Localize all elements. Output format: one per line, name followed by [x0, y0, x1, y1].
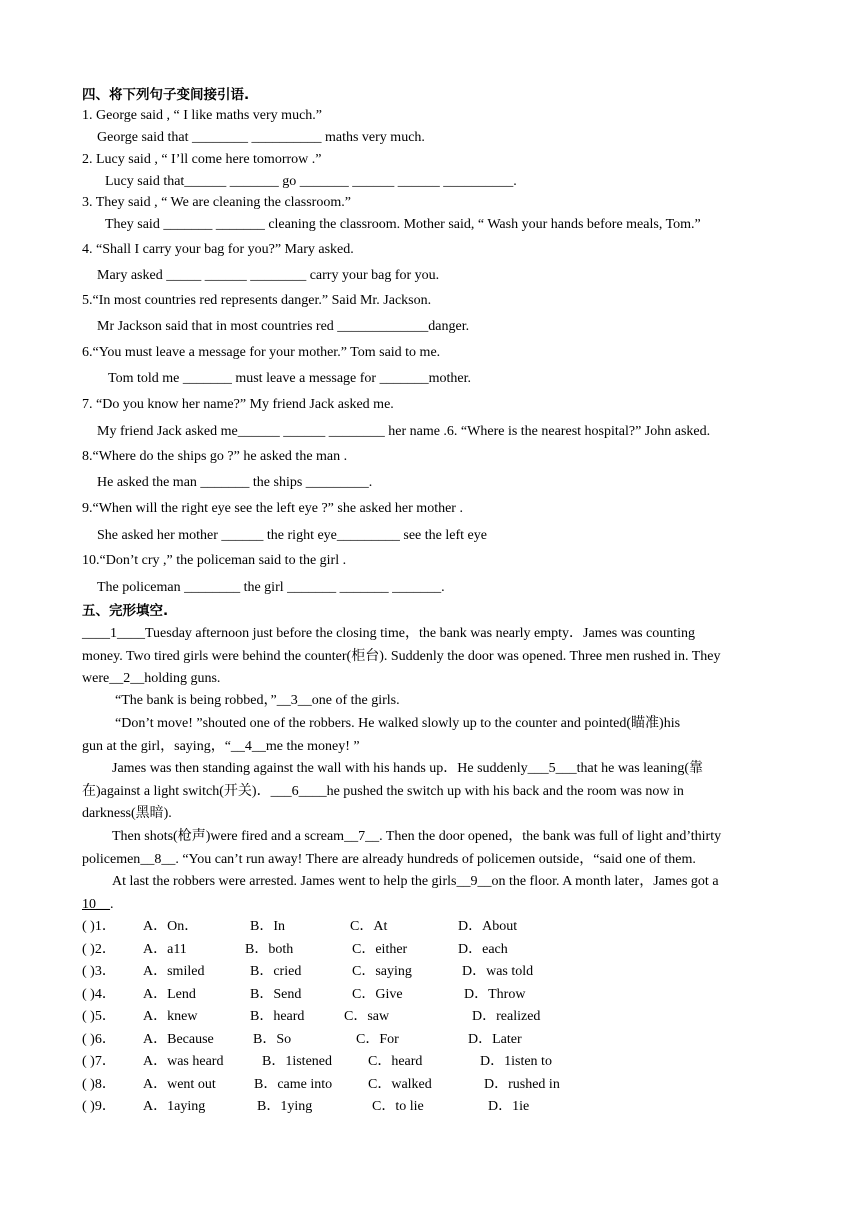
option-b[interactable]: B．1istened [262, 1054, 332, 1069]
option-a[interactable]: A．went out [143, 1077, 216, 1092]
option-d[interactable]: D．rushed in [484, 1077, 560, 1092]
option-c[interactable]: C．saying [352, 964, 412, 979]
option-a[interactable]: A．knew [143, 1009, 198, 1024]
answer-line: Tom told me _______ must leave a message for _______mother. [108, 371, 471, 386]
question-line: 5.“In most countries red represents danger.” Said Mr. Jackson. [82, 293, 432, 308]
passage-line: were__2__holding guns. [82, 671, 221, 686]
passage-line: Then shots(枪声)were fired and a scream__7__. Then the door opened，the bank was full of light and’thirty [112, 829, 722, 844]
option-a[interactable]: A．1aying [143, 1099, 206, 1114]
question-number: ( )4． [82, 987, 116, 1002]
option-b[interactable]: B．heard [250, 1009, 305, 1024]
answer-line: She asked her mother ______ the right eye_________ see the left eye [97, 528, 487, 543]
option-d[interactable]: D．Later [468, 1032, 522, 1047]
question-line: 10.“Don’t cry ,” the policeman said to the girl . [82, 553, 347, 568]
section-heading-cloze: 五、完形填空. [82, 603, 169, 619]
passage-line: policemen__8__. “You can’t run away! There are already hundreds of policemen outside，“said one of them. [82, 852, 696, 867]
option-b[interactable]: B．In [250, 919, 285, 934]
option-a[interactable]: A．smiled [143, 964, 205, 979]
question-line: 6.“You must leave a message for your mother.” Tom said to me. [82, 345, 441, 360]
question-number: ( )1． [82, 919, 116, 934]
option-b[interactable]: B．Send [250, 987, 302, 1002]
passage-line: 在)against a light switch(开关)．___6____he pushed the switch up with his back and the room was now in [82, 784, 684, 799]
question-line: 8.“Where do the ships go ?” he asked the man . [82, 449, 348, 464]
answer-line: Mr Jackson said that in most countries red _____________danger. [97, 319, 470, 334]
option-d[interactable]: D．1isten to [480, 1054, 552, 1069]
option-c[interactable]: C．either [352, 942, 408, 957]
answer-line: He asked the man _______ the ships _________. [97, 475, 373, 490]
option-a[interactable]: A．On． [143, 919, 199, 934]
question-number: ( )8． [82, 1077, 116, 1092]
option-b[interactable]: B．1ying [257, 1099, 313, 1114]
answer-line: George said that ________ __________ maths very much. [97, 130, 425, 145]
blank-10: 10__ [82, 897, 110, 912]
blank-8: __8__ [140, 852, 176, 867]
answer-line: My friend Jack asked me______ ______ ________ her name .6. “Where is the nearest hospital?” John asked. [97, 424, 711, 439]
option-c[interactable]: C．walked [368, 1077, 432, 1092]
option-c[interactable]: C．to lie [372, 1099, 424, 1114]
option-d[interactable]: D．1ie [488, 1099, 530, 1114]
option-d[interactable]: D．was told [462, 964, 534, 979]
question-line: 9.“When will the right eye see the left eye ?” she asked her mother . [82, 501, 463, 516]
question-number: ( )5． [82, 1009, 116, 1024]
option-a[interactable]: A．a11 [143, 942, 187, 957]
option-b[interactable]: B．both [245, 942, 294, 957]
option-b[interactable]: B．So [253, 1032, 292, 1047]
passage-line: 10__. [82, 897, 114, 912]
answer-line: Mary asked _____ ______ ________ carry your bag for you. [97, 268, 440, 283]
question-line: 7. “Do you know her name?” My friend Jack asked me. [82, 397, 394, 412]
passage-line: “The bank is being robbed，”__3__one of the girls. [115, 693, 400, 708]
option-d[interactable]: D．Throw [464, 987, 526, 1002]
blank-9: __9__ [456, 874, 492, 889]
answer-line: They said _______ _______ cleaning the classroom. Mother said, “ Wash your hands before meals, Tom.” [105, 217, 701, 232]
blank-1: ____1____ [82, 626, 145, 641]
passage-line: money. Two tired girls were behind the counter(柜台). Suddenly the door was opened. Three men rushed in. They [82, 649, 721, 664]
question-line: 1. George said , “ I like maths very much.” [82, 108, 323, 123]
option-d[interactable]: D．realized [472, 1009, 541, 1024]
answer-line: Lucy said that______ _______ go _______ ______ ______ __________. [105, 174, 517, 189]
question-number: ( )6． [82, 1032, 116, 1047]
section-heading-indirect-speech: 四、将下列句子变间接引语. [82, 87, 250, 103]
option-c[interactable]: C．Give [352, 987, 403, 1002]
option-d[interactable]: D．each [458, 942, 508, 957]
option-b[interactable]: B．came into [254, 1077, 333, 1092]
passage-line: At last the robbers were arrested. James went to help the girls__9__on the floor. A month later，James got a [112, 874, 719, 889]
blank-3: __3__ [276, 693, 312, 708]
question-number: ( )2． [82, 942, 116, 957]
option-a[interactable]: A．was heard [143, 1054, 224, 1069]
option-a[interactable]: A．Because [143, 1032, 214, 1047]
question-line: 3. They said , “ We are cleaning the classroom.” [82, 195, 351, 210]
question-number: ( )9． [82, 1099, 116, 1114]
question-line: 2. Lucy said , “ I’ll come here tomorrow .” [82, 152, 322, 167]
passage-line: gun at the girl，saying，“__4__me the money! ” [82, 739, 360, 754]
blank-5: ___5___ [527, 761, 577, 776]
option-c[interactable]: C．heard [368, 1054, 423, 1069]
passage-line: James was then standing against the wall with his hands up．He suddenly___5___that he was leaning(靠 [112, 761, 704, 776]
passage-line: ____1____Tuesday afternoon just before the closing time，the bank was nearly empty．James was counting [82, 626, 696, 641]
answer-line: The policeman ________ the girl _______ _______ _______. [97, 580, 445, 595]
blank-2: __2__ [109, 671, 145, 686]
question-line: 4. “Shall I carry your bag for you?” Mary asked. [82, 242, 354, 257]
option-b[interactable]: B．cried [250, 964, 302, 979]
option-c[interactable]: C．For [356, 1032, 399, 1047]
question-number: ( )7． [82, 1054, 116, 1069]
blank-7: __7__ [344, 829, 380, 844]
option-a[interactable]: A．Lend [143, 987, 196, 1002]
option-c[interactable]: C．At [350, 919, 388, 934]
passage-line: “Don’t move! ”shouted one of the robbers. He walked slowly up to the counter and pointed(瞄准)his [115, 716, 681, 731]
blank-6: ___6____ [270, 784, 327, 799]
passage-line: darkness(黑暗). [82, 806, 172, 821]
question-number: ( )3． [82, 964, 116, 979]
option-d[interactable]: D．About [458, 919, 518, 934]
option-c[interactable]: C．saw [344, 1009, 390, 1024]
blank-4: __4__ [230, 739, 266, 754]
